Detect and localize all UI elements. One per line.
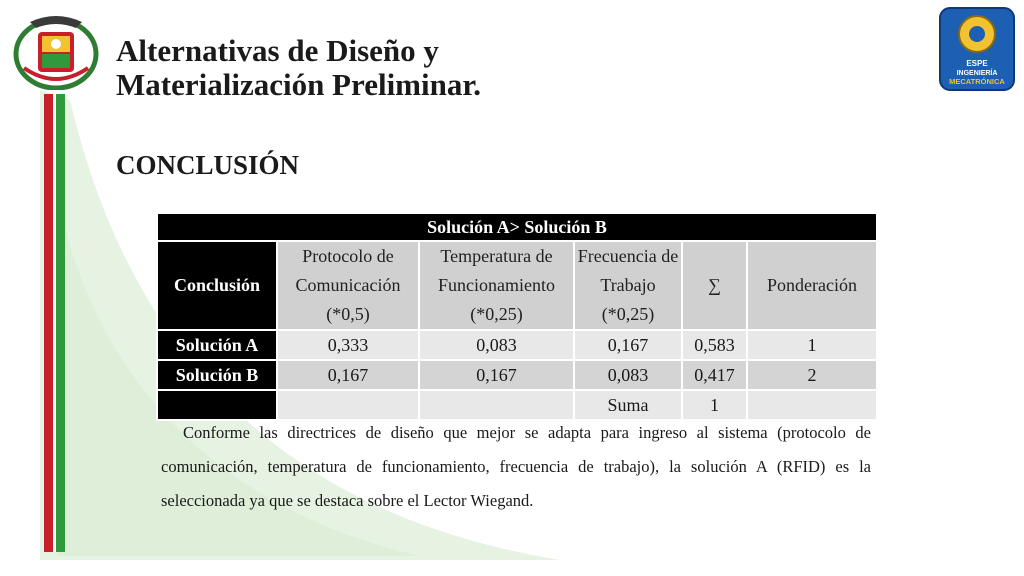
table-cell: 1 [747, 330, 877, 360]
header-conclusion: Conclusión [157, 241, 277, 330]
table-cell: 0,583 [682, 330, 747, 360]
slide-title [116, 34, 676, 102]
header-temperatura: Temperatura de Funcionamiento (*0,25) [419, 241, 574, 330]
mechatronics-logo-icon [938, 6, 1016, 92]
table-caption: Solución A> Solución B [157, 213, 877, 241]
header-protocolo: Protocolo de Comunicación (*0,5) [277, 241, 419, 330]
slide-title-line-2: Materialización Preliminar. [116, 67, 482, 102]
sum-value: 1 [682, 390, 747, 420]
logo-line-espe: ESPE [966, 59, 988, 68]
table-cell: 0,083 [574, 360, 682, 390]
logo-line-mecatronica: MECATRÓNICA [949, 77, 1005, 86]
table-cell: 2 [747, 360, 877, 390]
slide-title-line-1: Alternativas de Diseño y [116, 33, 439, 68]
row-label: Solución A [157, 330, 277, 360]
header-frecuencia: Frecuencia de Trabajo (*0,25) [574, 241, 682, 330]
table-cell: 0,167 [419, 360, 574, 390]
table-cell: 0,167 [574, 330, 682, 360]
row-label: Solución B [157, 360, 277, 390]
table-cell: 0,417 [682, 360, 747, 390]
section-heading: CONCLUSIÓN [116, 150, 300, 180]
header-sum-symbol: ∑ [682, 241, 747, 330]
white-gap [53, 94, 56, 552]
table-cell: 0,167 [277, 360, 419, 390]
table-row [157, 330, 877, 360]
green-stripe [56, 94, 65, 552]
sum-label: Suma [574, 390, 682, 420]
header-ponderacion: Ponderación [747, 241, 877, 330]
logo-line-ingenieria: INGENIERÍA [956, 70, 998, 77]
conclusion-paragraph: Conforme las directrices de diseño que mejor se adapta para ingreso al sistema (protocolo de comunicación, temperatura de funcionamiento, frecuencia de trabajo), la solución A (RFID) es la seleccionada ya que se destaca sobre el Lector Wiegand. [161, 423, 871, 510]
table-cell: 0,083 [419, 330, 574, 360]
table-row [157, 360, 877, 390]
red-stripe [44, 94, 53, 552]
table-cell: 0,333 [277, 330, 419, 360]
conclusion-table [156, 212, 878, 421]
university-crest-icon [10, 8, 102, 90]
